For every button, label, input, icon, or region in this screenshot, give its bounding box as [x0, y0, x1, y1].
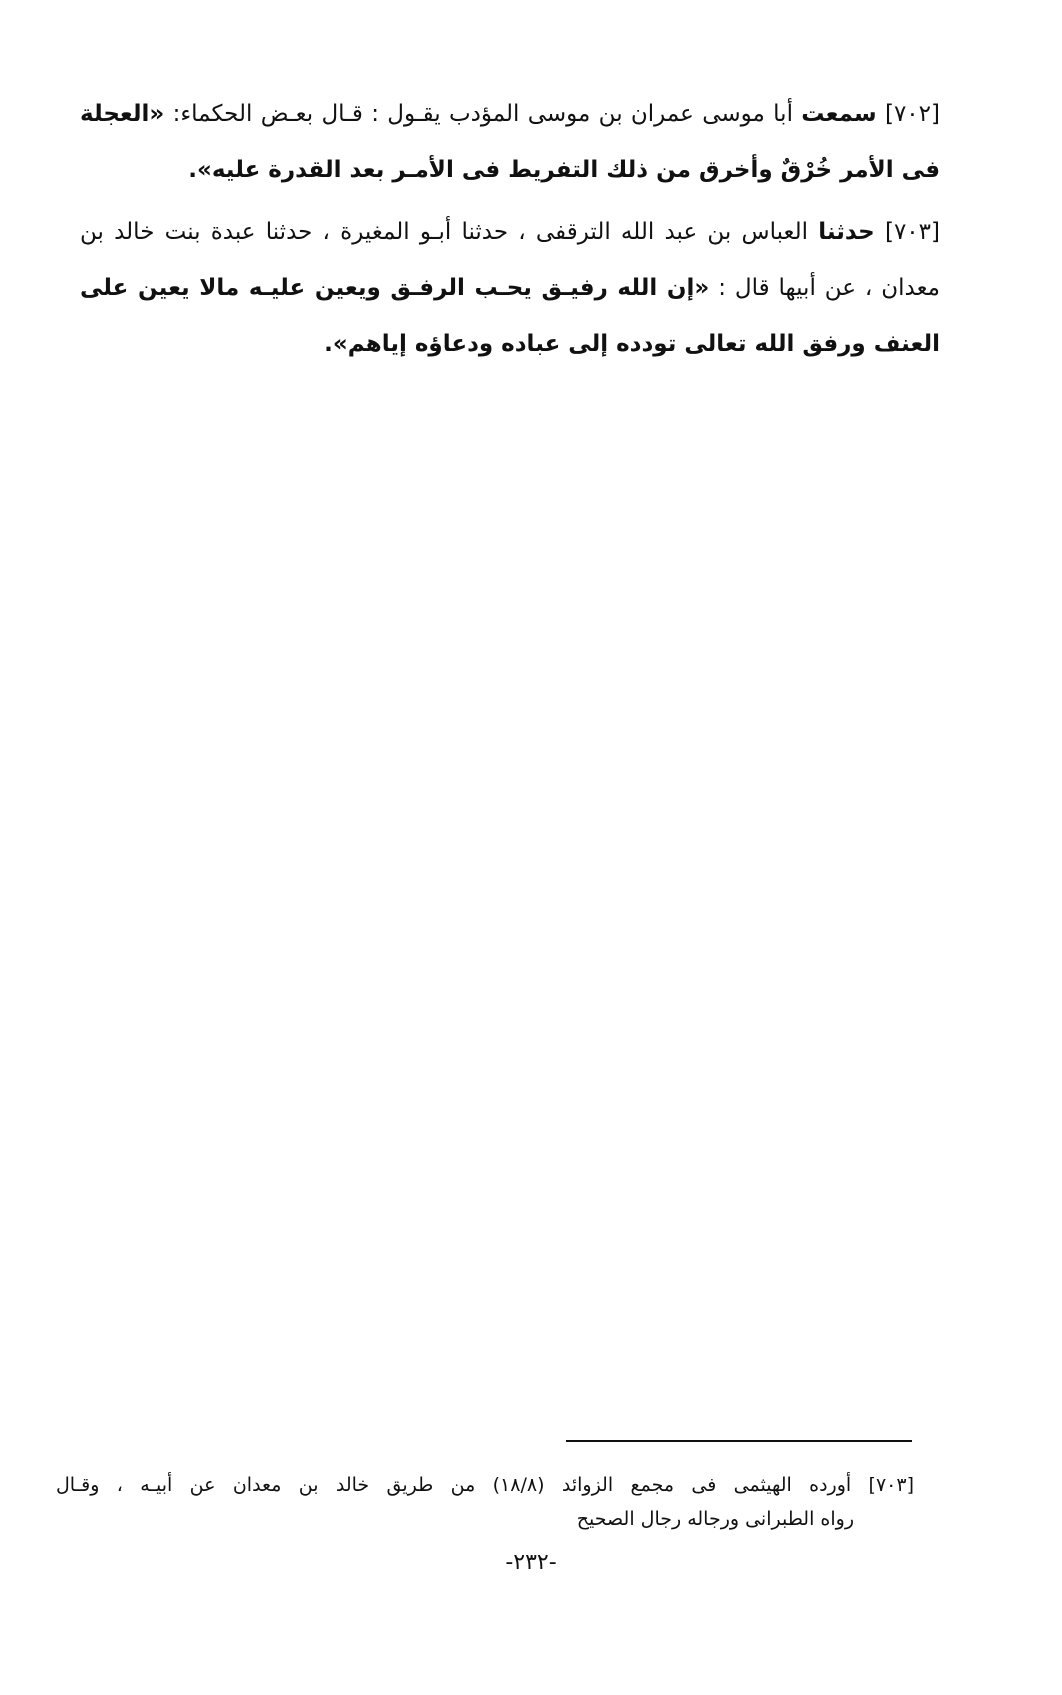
footnote-separator [566, 1440, 912, 1442]
footnote-line: رواه الطبرانى ورجاله رجال الصحيح [576, 1508, 854, 1530]
narration-text: العباس بن عبد الله الترقفى ، حدثنا أبـو المغيرة ، حدثنا عبدة بنت خالد بن معدان ، عن أبيها قال : [80, 219, 940, 301]
quoted-saying: «العجلة فى الأمر خُرْقٌ وأخرق من ذلك التفريط فى الأمـر بعد القدرة عليه». [80, 101, 940, 183]
page-number: -٢٣٢- [505, 1550, 557, 1575]
footnote-line: [٧٠٣] أورده الهيثمى فى مجمع الزوائد (١٨/٨) من طريق خالد بن معدان عن أبيـه ، وقـال [56, 1474, 914, 1496]
footnote [56, 1468, 914, 1536]
entry-number: [٧٠٢] [884, 101, 940, 127]
paragraph-702 [80, 86, 940, 198]
lead-word: سمعت [801, 101, 877, 127]
main-text [80, 86, 940, 378]
entry-number: [٧٠٣] [884, 219, 940, 245]
lead-word: حدثنا [818, 219, 875, 245]
paragraph-703 [80, 204, 940, 372]
narration-text: أبا موسى عمران بن موسى المؤدب يقـول : قـال بعـض الحكماء: [172, 101, 793, 127]
quoted-saying: «إن الله رفيـق يحـب الرفـق ويعين عليـه مالا يعين على العنف ورفق الله تعالى توددﻩ إلى عباده ودعاؤه إياهم». [80, 275, 940, 357]
